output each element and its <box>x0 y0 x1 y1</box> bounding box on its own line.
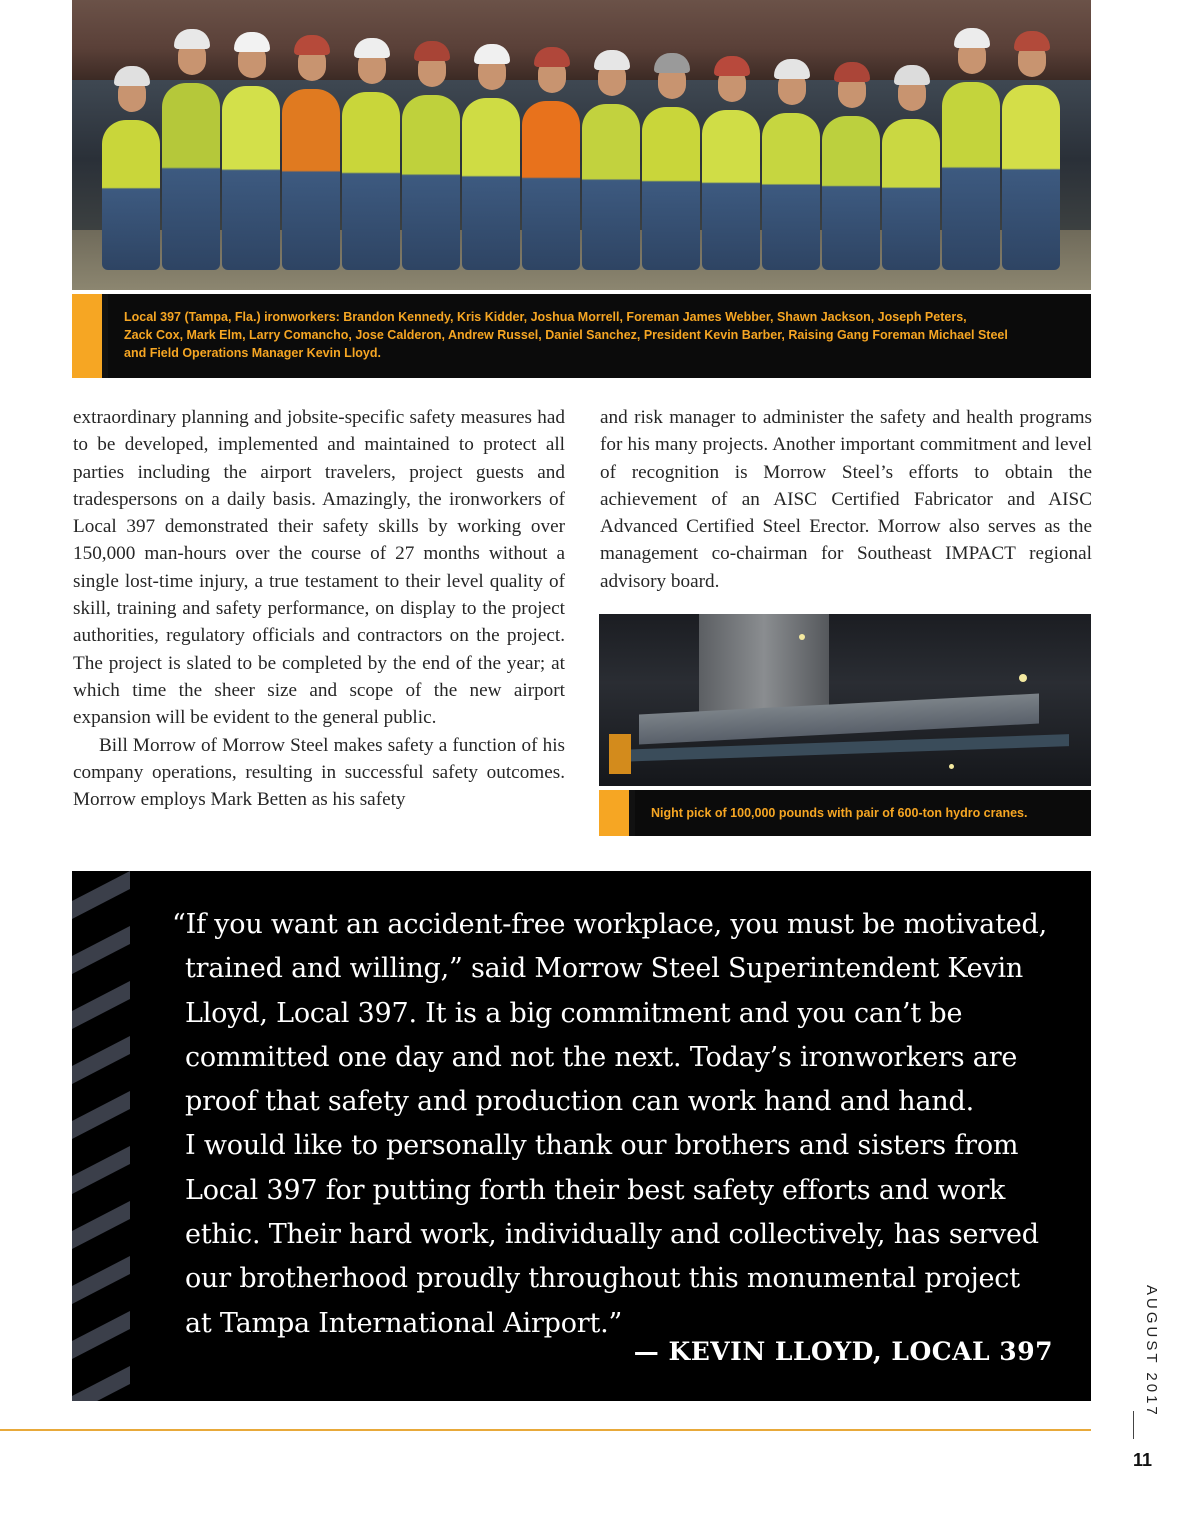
caption-text: Night pick of 100,000 pounds with pair of 600-ton hydro cranes. <box>651 806 1028 820</box>
photo-caption-crane <box>599 790 1091 836</box>
quote-line: trained and willing,” said Morrow Steel Superintendent Kevin <box>185 953 1024 985</box>
worker-figure <box>642 107 700 270</box>
worker-figure <box>222 86 280 270</box>
worker-figure <box>162 83 220 270</box>
quote-line: I would like to personally thank our brothers and sisters from <box>185 1130 1019 1162</box>
worker-figure <box>282 89 340 270</box>
page-number-divider <box>1133 1411 1134 1439</box>
worker-figure <box>702 110 760 270</box>
footer-rule <box>0 1429 1091 1431</box>
steel-beam <box>72 0 1091 80</box>
quote-line: committed one day and not the next. Today’s ironworkers are <box>185 1041 1018 1073</box>
issue-date: AUGUST 2017 <box>1143 1285 1160 1418</box>
worker-figure <box>522 101 580 270</box>
body-paragraph: Bill Morrow of Morrow Steel makes safety a function of his company operations, resulting in successful safety outcomes. Morrow employs Mark Betten as his safety <box>73 734 565 811</box>
photo-caption-top <box>72 294 1091 378</box>
body-paragraph: and risk manager to administer the safety and health programs for his many projects. Another important commitment and level of recognition is Morrow Steel’s efforts to obtain the achievement of an AISC Certified Fabricator and AISC Advanced Certified Steel Erector. Morrow also serves as the management co-chairman for Southeast IMPACT regional advisory board. <box>600 407 1092 592</box>
worker-figure <box>882 119 940 270</box>
caption-line: Zack Cox, Mark Elm, Larry Comancho, Jose Calderon, Andrew Russel, Daniel Sanchez, President Kevin Barber, Raising Gang Foreman Michael Steel <box>124 328 1008 342</box>
body-column-left <box>73 404 565 813</box>
caption-accent-bar <box>72 294 102 378</box>
worker-figure <box>822 116 880 270</box>
worker-figure <box>342 92 400 270</box>
quote-line: Local 397 for putting forth their best safety efforts and work <box>185 1174 1006 1206</box>
worker-figure <box>942 82 1000 270</box>
group-photo <box>72 0 1091 290</box>
quote-line: Lloyd, Local 397. It is a big commitment and you can’t be <box>185 997 963 1029</box>
caption-accent-bar <box>599 790 629 836</box>
quote-line: “If you want an accident-free workplace, you must be motivated, <box>172 909 1047 940</box>
hazard-stripes <box>72 871 132 1401</box>
worker-figure <box>462 98 520 270</box>
caption-line: and Field Operations Manager Kevin Lloyd. <box>124 346 381 360</box>
aerial-lift <box>609 734 631 774</box>
pull-quote-text <box>172 903 1052 1346</box>
worker-figure <box>402 95 460 270</box>
worker-figure <box>762 113 820 270</box>
quote-line: proof that safety and production can work hand and hand. <box>185 1086 975 1118</box>
quote-attribution: — KEVIN LLOYD, LOCAL 397 <box>633 1337 1053 1366</box>
worker-figure <box>1002 85 1060 270</box>
worker-figure <box>102 120 160 270</box>
quote-line: at Tampa International Airport.” <box>185 1307 623 1339</box>
body-paragraph: extraordinary planning and jobsite-specific safety measures had to be developed, implemented and maintained to protect all parties including the airport travelers, project guests and tradespersons on a daily basis. Amazingly, the ironworkers of Local 397 demonstrated their safety skills by working over 150,000 man-hours over the course of 27 months without a single lost-time injury, a true testament to their level quality of skill, training and safety performance, on display to the project authorities, regulatory officials and contractors on the project. The project is slated to be completed by the end of the year; at which time the sheer size and scope of the new airport expansion will be evident to the general public. <box>73 407 565 729</box>
page-number: 11 <box>1133 1450 1153 1470</box>
crane-photo <box>599 614 1091 786</box>
body-column-right <box>600 404 1092 595</box>
quote-line: our brotherhood proudly throughout this monumental project <box>185 1263 1020 1295</box>
quote-line: ethic. Their hard work, individually and collectively, has served <box>185 1219 1039 1251</box>
worker-figure <box>582 104 640 270</box>
pull-quote-box <box>72 871 1091 1401</box>
caption-line: Local 397 (Tampa, Fla.) ironworkers: Brandon Kennedy, Kris Kidder, Joshua Morrell, Foreman James Webber, Shawn Jackson, Joseph Peters, <box>124 310 967 324</box>
